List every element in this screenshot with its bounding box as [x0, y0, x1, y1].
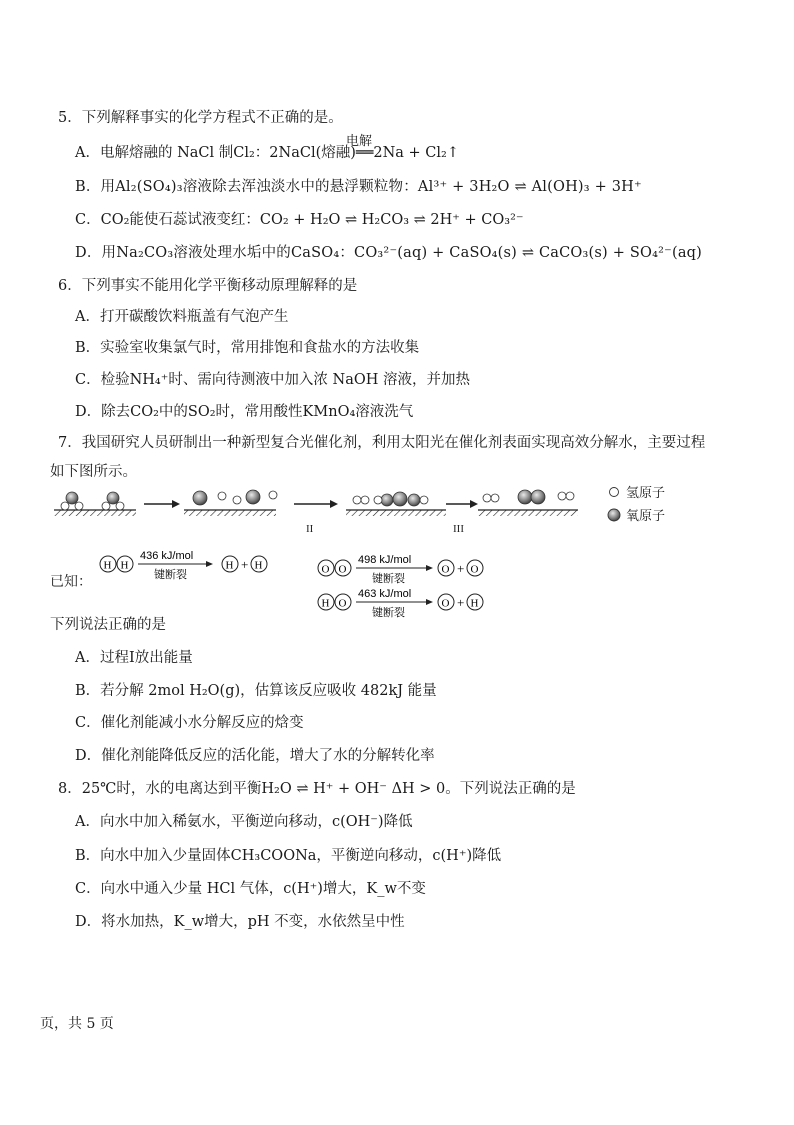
q8-option-a: A．向水中加入稀氨水，平衡逆向移动，c(OH⁻)降低 — [75, 814, 413, 830]
svg-text:H: H — [321, 597, 330, 610]
q7-option-c: C．催化剂能减小水分解反应的焓变 — [75, 715, 304, 731]
oo-energy: 498 kJ/mol — [358, 554, 412, 566]
svg-text:O: O — [321, 563, 330, 576]
svg-text:+: + — [241, 557, 249, 572]
q6-option-a: A．打开碳酸饮料瓶盖有气泡产生 — [75, 309, 289, 325]
hh-energy: 436 kJ/mol — [140, 550, 194, 562]
ho-energy: 463 kJ/mol — [358, 588, 412, 600]
svg-text:O: O — [338, 563, 347, 576]
q6-option-c: C．检验NH₄⁺时、需向待测液中加入浓 NaOH 溶液，并加热 — [75, 372, 470, 388]
known-label: 已知： — [50, 574, 92, 590]
arrow-1-head — [172, 500, 180, 508]
diagram-legend — [608, 486, 665, 524]
q5-option-b: B．用Al₂(SO₄)₃溶液除去浑浊淡水中的悬浮颗粒物：Al³⁺ + 3H₂O ⇌ Al(OH)₃ + 3H⁺ — [75, 179, 642, 195]
svg-text:O: O — [441, 563, 450, 576]
svg-text:H: H — [470, 597, 479, 610]
water-splitting-process-diagram — [50, 478, 790, 538]
arrow-3-head — [470, 500, 478, 508]
q8-stem: 8．25℃时，水的电离达到平衡H₂O ⇌ H⁺ + OH⁻ ΔH > 0。下列说法正确的是 — [58, 781, 576, 797]
step-label-ii: II — [306, 523, 314, 535]
oxygen-atom-icon — [608, 509, 620, 521]
q7-option-b: B．若分解 2mol H₂O(g)，估算该反应吸收 482kJ 能量 — [75, 683, 437, 699]
oo-bond-scheme — [318, 554, 483, 585]
bond-energy-schemes — [50, 548, 570, 620]
stage2-atoms-separated — [184, 490, 277, 516]
q8-option-d: D．将水加热，K_w增大，pH 不变，水依然呈中性 — [75, 914, 405, 930]
q7-prompt: 下列说法正确的是 — [50, 617, 166, 633]
svg-text:O: O — [338, 597, 347, 610]
q5-option-c: C．CO₂能使石蕊试液变红：CO₂ + H₂O ⇌ H₂CO₃ ⇌ 2H⁺ + CO₃²⁻ — [75, 212, 524, 228]
q7-option-d: D．催化剂能降低反应的活化能，增大了水的分解转化率 — [75, 748, 435, 764]
svg-text:O: O — [470, 563, 479, 576]
stage4-products — [478, 490, 578, 516]
svg-text:H: H — [120, 559, 129, 572]
svg-text:键断裂: 键断裂 — [372, 572, 405, 585]
q6-option-d: D．除去CO₂中的SO₂时，常用酸性KMnO₄溶液洗气 — [75, 404, 414, 420]
legend-oxygen-label: 氧原子 — [626, 509, 666, 524]
svg-text:+: + — [457, 561, 465, 576]
svg-text:H: H — [254, 559, 263, 572]
step-label-iii: III — [453, 523, 464, 535]
legend-hydrogen-label: 氢原子 — [626, 486, 666, 501]
hydrogen-atom-icon — [610, 488, 619, 497]
q7-option-a: A．过程I放出能量 — [75, 650, 193, 666]
hh-bond-scheme — [100, 550, 267, 581]
q6-stem: 6．下列事实不能用化学平衡移动原理解释的是 — [58, 278, 358, 294]
stage1-water-adsorbed — [54, 492, 136, 516]
svg-text:键断裂: 键断裂 — [154, 568, 187, 581]
ho-bond-scheme — [318, 588, 483, 619]
q5-option-a: A．电解熔融的 NaCl 制Cl₂：2NaCl(熔融)══2Na + Cl₂↑ — [75, 145, 459, 161]
svg-text:H: H — [225, 559, 234, 572]
svg-text:+: + — [457, 595, 465, 610]
page-footer: 页，共 5 页 — [40, 1016, 114, 1032]
q5-stem: 5．下列解释事实的化学方程式不正确的是。 — [58, 110, 343, 126]
q8-option-b: B．向水中加入少量固体CH₃COONa，平衡逆向移动，c(H⁺)降低 — [75, 848, 502, 864]
svg-text:H: H — [103, 559, 112, 572]
q5-a-electrolysis-label: 电解 — [346, 134, 373, 149]
q7-stem-line2: 如下图所示。 — [50, 464, 137, 480]
svg-text:键断裂: 键断裂 — [372, 606, 405, 619]
arrow-2-head — [330, 500, 338, 508]
q5-option-d: D．用Na₂CO₃溶液处理水垢中的CaSO₄：CO₃²⁻(aq) + CaSO₄(s) ⇌ CaCO₃(s) + SO₄²⁻(aq) — [75, 245, 702, 261]
stage3-molecules-forming — [346, 492, 446, 516]
svg-text:O: O — [441, 597, 450, 610]
q8-option-c: C．向水中通入少量 HCl 气体，c(H⁺)增大，K_w不变 — [75, 881, 426, 897]
q6-option-b: B．实验室收集氯气时，常用排饱和食盐水的方法收集 — [75, 340, 420, 356]
q7-stem-line1: 7．我国研究人员研制出一种新型复合光催化剂，利用太阳光在催化剂表面实现高效分解水，主要过程 — [58, 435, 706, 451]
